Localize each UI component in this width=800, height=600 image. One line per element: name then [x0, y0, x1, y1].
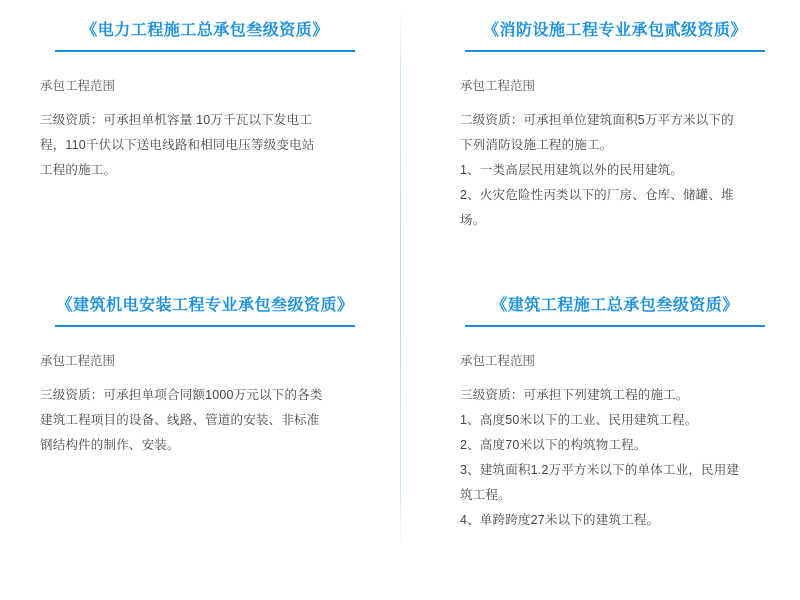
card-title: 《电力工程施工总承包叁级资质》 [81, 22, 329, 39]
scope-lines [40, 383, 370, 458]
scope-label: 承包工程范围 [460, 79, 536, 94]
scope-line: 1、高度50米以下的工业、民用建筑工程。 [460, 413, 698, 428]
scope-lines [460, 108, 770, 233]
title-underline [465, 50, 765, 52]
scope-line: 下列消防设施工程的施工。 [460, 138, 613, 153]
scope-line: 二级资质：可承担单位建筑面积5万平方米以下的 [460, 113, 734, 128]
scope-lines [460, 383, 770, 533]
scope-label: 承包工程范围 [40, 354, 116, 369]
title-underline [465, 325, 765, 327]
card-title: 《消防设施工程专业承包贰级资质》 [482, 22, 747, 39]
scope-line: 建筑工程项目的设备、线路、管道的安装、非标准 [40, 413, 320, 428]
qualification-card [400, 0, 800, 275]
title-underline [55, 325, 355, 327]
scope-label: 承包工程范围 [40, 79, 116, 94]
scope-label: 承包工程范围 [460, 354, 536, 369]
card-title: 《建筑机电安装工程专业承包叁级资质》 [56, 297, 354, 314]
scope-line: 三级资质：可承担单项合同额1000万元以下的各类 [40, 388, 323, 403]
title-underline [55, 50, 355, 52]
scope-line: 工程的施工。 [40, 163, 117, 178]
scope-line: 1、一类高层民用建筑以外的民用建筑。 [460, 163, 684, 178]
card-title: 《建筑工程施工总承包叁级资质》 [491, 297, 739, 314]
qualification-card [0, 0, 400, 275]
scope-line: 4、单跨跨度27米以下的建筑工程。 [460, 513, 660, 528]
scope-lines [40, 108, 370, 183]
scope-line: 2、高度70米以下的构筑物工程。 [460, 438, 647, 453]
scope-line: 程，110千伏以下送电线路和相同电压等级变电站 [40, 138, 315, 153]
scope-line: 筑工程。 [460, 488, 511, 503]
scope-line: 三级资质：可承担单机容量 10万千瓦以下发电工 [40, 113, 312, 128]
scope-line: 钢结构件的制作、安装。 [40, 438, 180, 453]
scope-line: 2、火灾危险性丙类以下的厂房、仓库、储罐、堆 [460, 188, 734, 203]
scope-line: 三级资质：可承担下列建筑工程的施工。 [460, 388, 689, 403]
scope-line: 3、建筑面积1.2万平方米以下的单体工业，民用建 [460, 463, 740, 478]
scope-line: 场。 [460, 213, 486, 228]
qualification-card [400, 275, 800, 550]
qualification-card [0, 275, 400, 550]
